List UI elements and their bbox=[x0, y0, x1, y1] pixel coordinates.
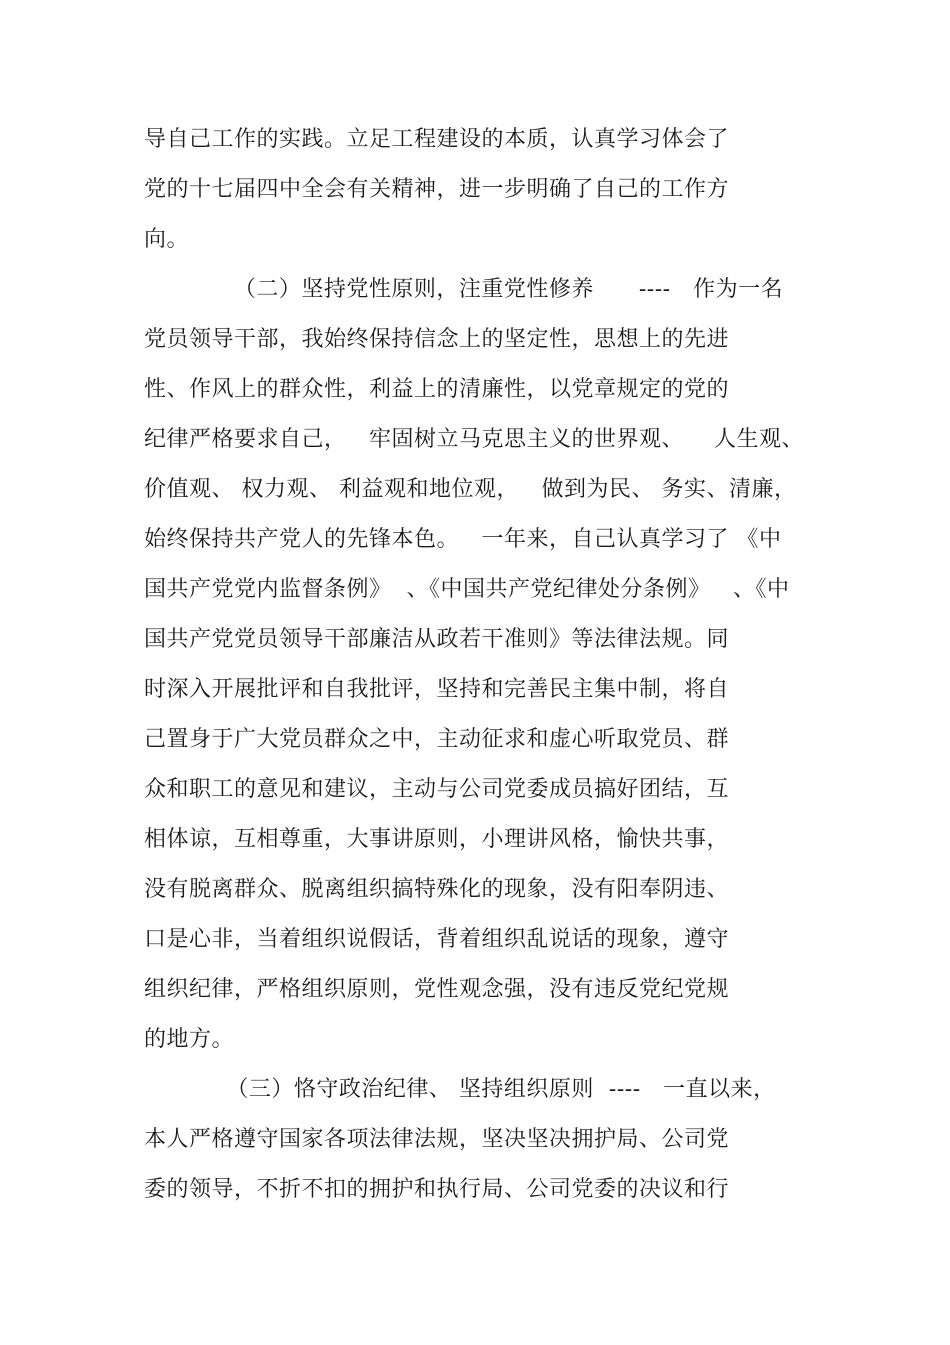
text-line: 国共产党党员领导干部廉洁从政若干准则》等法律法规。同 bbox=[144, 627, 730, 652]
text-line: 没有脱离群众、脱离组织搞特殊化的现象，没有阳奉阴违、 bbox=[144, 877, 730, 902]
text-line: 本人严格遵守国家各项法律法规，坚决坚决拥护局、公司党 bbox=[144, 1127, 730, 1152]
text-line: 时深入开展批评和自我批评，坚持和完善民主集中制，将自 bbox=[144, 677, 730, 702]
text-line: 党的十七届四中全会有关精神，进一步明确了自己的工作方 bbox=[144, 177, 730, 202]
section-heading-line: （二）坚持党性原则，注重党性修养 ---- 作为一名 bbox=[144, 277, 784, 302]
text-line: 纪律严格要求自己， 牢固树立马克思主义的世界观、 人生观、 bbox=[144, 427, 804, 452]
text-line: 导自己工作的实践。立足工程建设的本质，认真学习体会了 bbox=[144, 127, 730, 152]
section-heading-line: （三）恪守政治纪律、 坚持组织原则 ---- 一直以来， bbox=[144, 1077, 776, 1102]
text-line: 国共产党党内监督条例》 、《中国共产党纪律处分条例》 、《中 bbox=[144, 577, 790, 602]
text-line: 向。 bbox=[144, 227, 190, 252]
text-line: 组织纪律，严格组织原则，党性观念强，没有违反党纪党规 bbox=[144, 977, 730, 1002]
text-line: 价值观、 权力观、 利益观和地位观， 做到为民、 务实、清廉， bbox=[144, 477, 797, 502]
text-line: 党员领导干部，我始终保持信念上的坚定性，思想上的先进 bbox=[144, 327, 730, 352]
text-line: 相体谅，互相尊重，大事讲原则，小理讲风格，愉快共事， bbox=[144, 827, 730, 852]
text-line: 始终保持共产党人的先锋本色。 一年来，自己认真学习了 《中 bbox=[144, 527, 782, 552]
text-line: 委的领导，不折不扣的拥护和执行局、公司党委的决议和行 bbox=[144, 1177, 730, 1202]
text-line: 的地方。 bbox=[144, 1027, 235, 1052]
text-line: 己置身于广大党员群众之中，主动征求和虚心听取党员、群 bbox=[144, 727, 730, 752]
text-line: 性、作风上的群众性，利益上的清廉性，以党章规定的党的 bbox=[144, 377, 730, 402]
text-line: 口是心非，当着组织说假话，背着组织乱说话的现象，遵守 bbox=[144, 927, 730, 952]
text-line: 众和职工的意见和建议，主动与公司党委成员搞好团结，互 bbox=[144, 777, 730, 802]
